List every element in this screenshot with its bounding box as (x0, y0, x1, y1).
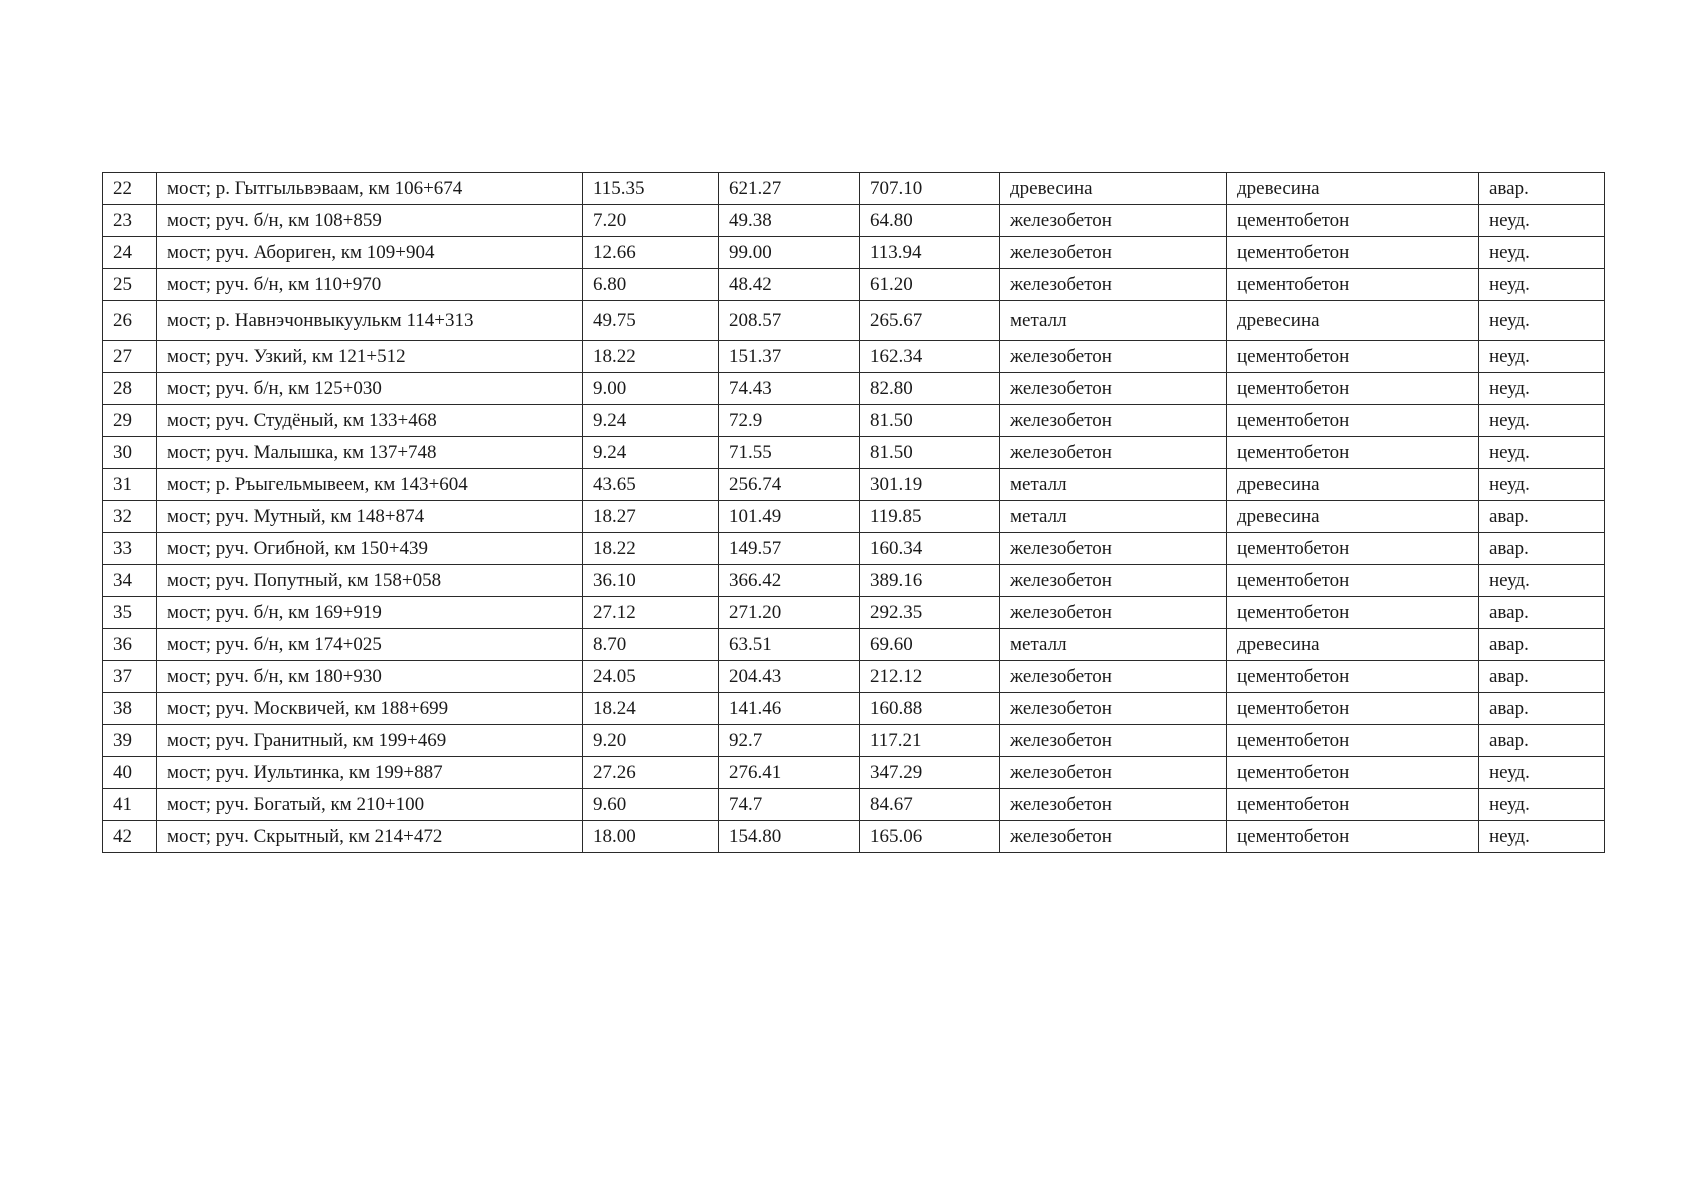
table-row (103, 373, 1605, 405)
deck-material-cell: цементобетон (1227, 757, 1479, 789)
deck-material-cell: цементобетон (1227, 341, 1479, 373)
condition-cell: неуд. (1479, 341, 1605, 373)
condition-cell: неуд. (1479, 205, 1605, 237)
row-number-cell: 36 (103, 629, 157, 661)
row-number-cell: 42 (103, 821, 157, 853)
table-row (103, 469, 1605, 501)
row-number-cell: 35 (103, 597, 157, 629)
value-2-cell: 208.57 (719, 301, 860, 341)
span-material-cell: железобетон (1000, 405, 1227, 437)
value-2-cell: 256.74 (719, 469, 860, 501)
value-3-cell: 84.67 (860, 789, 1000, 821)
span-material-cell: железобетон (1000, 597, 1227, 629)
table-row (103, 205, 1605, 237)
condition-cell: авар. (1479, 725, 1605, 757)
table-row (103, 821, 1605, 853)
deck-material-cell: цементобетон (1227, 693, 1479, 725)
structure-name-cell: мост; р. Навнэчонвыкуулькм 114+313 (157, 301, 583, 341)
condition-cell: авар. (1479, 501, 1605, 533)
value-1-cell: 6.80 (583, 269, 719, 301)
deck-material-cell: древесина (1227, 301, 1479, 341)
condition-cell: авар. (1479, 629, 1605, 661)
value-1-cell: 18.24 (583, 693, 719, 725)
value-3-cell: 64.80 (860, 205, 1000, 237)
value-3-cell: 162.34 (860, 341, 1000, 373)
value-2-cell: 74.7 (719, 789, 860, 821)
table-row (103, 533, 1605, 565)
deck-material-cell: цементобетон (1227, 821, 1479, 853)
value-3-cell: 160.34 (860, 533, 1000, 565)
deck-material-cell: цементобетон (1227, 437, 1479, 469)
row-number-cell: 25 (103, 269, 157, 301)
value-2-cell: 271.20 (719, 597, 860, 629)
value-3-cell: 81.50 (860, 405, 1000, 437)
structure-name-cell: мост; руч. Попутный, км 158+058 (157, 565, 583, 597)
deck-material-cell: древесина (1227, 173, 1479, 205)
condition-cell: неуд. (1479, 301, 1605, 341)
deck-material-cell: цементобетон (1227, 661, 1479, 693)
structure-name-cell: мост; руч. б/н, км 169+919 (157, 597, 583, 629)
value-2-cell: 49.38 (719, 205, 860, 237)
span-material-cell: железобетон (1000, 789, 1227, 821)
value-3-cell: 347.29 (860, 757, 1000, 789)
span-material-cell: металл (1000, 469, 1227, 501)
value-1-cell: 27.12 (583, 597, 719, 629)
row-number-cell: 33 (103, 533, 157, 565)
value-3-cell: 113.94 (860, 237, 1000, 269)
value-1-cell: 49.75 (583, 301, 719, 341)
value-1-cell: 9.24 (583, 437, 719, 469)
value-3-cell: 212.12 (860, 661, 1000, 693)
row-number-cell: 22 (103, 173, 157, 205)
span-material-cell: железобетон (1000, 437, 1227, 469)
value-3-cell: 389.16 (860, 565, 1000, 597)
structure-name-cell: мост; руч. Гранитный, км 199+469 (157, 725, 583, 757)
table-row (103, 237, 1605, 269)
value-2-cell: 141.46 (719, 693, 860, 725)
row-number-cell: 37 (103, 661, 157, 693)
span-material-cell: железобетон (1000, 269, 1227, 301)
value-3-cell: 292.35 (860, 597, 1000, 629)
row-number-cell: 40 (103, 757, 157, 789)
value-1-cell: 18.22 (583, 341, 719, 373)
value-2-cell: 92.7 (719, 725, 860, 757)
structure-name-cell: мост; руч. Малышка, км 137+748 (157, 437, 583, 469)
span-material-cell: железобетон (1000, 237, 1227, 269)
condition-cell: неуд. (1479, 821, 1605, 853)
value-1-cell: 9.60 (583, 789, 719, 821)
value-2-cell: 71.55 (719, 437, 860, 469)
condition-cell: авар. (1479, 693, 1605, 725)
table-row (103, 565, 1605, 597)
structure-name-cell: мост; руч. Богатый, км 210+100 (157, 789, 583, 821)
structure-name-cell: мост; руч. Иультинка, км 199+887 (157, 757, 583, 789)
value-2-cell: 72.9 (719, 405, 860, 437)
structure-name-cell: мост; руч. Студёный, км 133+468 (157, 405, 583, 437)
row-number-cell: 23 (103, 205, 157, 237)
value-2-cell: 48.42 (719, 269, 860, 301)
value-3-cell: 69.60 (860, 629, 1000, 661)
row-number-cell: 24 (103, 237, 157, 269)
row-number-cell: 34 (103, 565, 157, 597)
deck-material-cell: цементобетон (1227, 237, 1479, 269)
value-2-cell: 204.43 (719, 661, 860, 693)
value-1-cell: 115.35 (583, 173, 719, 205)
condition-cell: неуд. (1479, 237, 1605, 269)
table-row (103, 269, 1605, 301)
condition-cell: неуд. (1479, 405, 1605, 437)
table-row (103, 597, 1605, 629)
deck-material-cell: древесина (1227, 469, 1479, 501)
structure-name-cell: мост; руч. б/н, км 125+030 (157, 373, 583, 405)
deck-material-cell: цементобетон (1227, 725, 1479, 757)
structure-name-cell: мост; руч. Абориген, км 109+904 (157, 237, 583, 269)
value-2-cell: 149.57 (719, 533, 860, 565)
value-3-cell: 265.67 (860, 301, 1000, 341)
table-row (103, 437, 1605, 469)
value-1-cell: 8.70 (583, 629, 719, 661)
deck-material-cell: цементобетон (1227, 597, 1479, 629)
value-1-cell: 9.00 (583, 373, 719, 405)
value-3-cell: 301.19 (860, 469, 1000, 501)
deck-material-cell: древесина (1227, 501, 1479, 533)
condition-cell: авар. (1479, 533, 1605, 565)
row-number-cell: 31 (103, 469, 157, 501)
table-row (103, 661, 1605, 693)
span-material-cell: железобетон (1000, 693, 1227, 725)
structure-name-cell: мост; руч. Москвичей, км 188+699 (157, 693, 583, 725)
row-number-cell: 39 (103, 725, 157, 757)
span-material-cell: металл (1000, 501, 1227, 533)
row-number-cell: 41 (103, 789, 157, 821)
span-material-cell: железобетон (1000, 533, 1227, 565)
table-body (103, 173, 1605, 853)
row-number-cell: 27 (103, 341, 157, 373)
structure-name-cell: мост; руч. б/н, км 108+859 (157, 205, 583, 237)
span-material-cell: железобетон (1000, 205, 1227, 237)
row-number-cell: 32 (103, 501, 157, 533)
table-row (103, 501, 1605, 533)
row-number-cell: 28 (103, 373, 157, 405)
value-1-cell: 9.20 (583, 725, 719, 757)
condition-cell: неуд. (1479, 789, 1605, 821)
span-material-cell: металл (1000, 629, 1227, 661)
value-1-cell: 18.22 (583, 533, 719, 565)
span-material-cell: металл (1000, 301, 1227, 341)
value-1-cell: 27.26 (583, 757, 719, 789)
value-2-cell: 74.43 (719, 373, 860, 405)
table-row (103, 341, 1605, 373)
value-1-cell: 7.20 (583, 205, 719, 237)
structure-name-cell: мост; руч. Огибной, км 150+439 (157, 533, 583, 565)
span-material-cell: железобетон (1000, 661, 1227, 693)
condition-cell: неуд. (1479, 757, 1605, 789)
structure-name-cell: мост; руч. Скрытный, км 214+472 (157, 821, 583, 853)
table-row (103, 789, 1605, 821)
value-3-cell: 707.10 (860, 173, 1000, 205)
value-3-cell: 119.85 (860, 501, 1000, 533)
value-1-cell: 24.05 (583, 661, 719, 693)
span-material-cell: древесина (1000, 173, 1227, 205)
span-material-cell: железобетон (1000, 725, 1227, 757)
structure-name-cell: мост; р. Гытгыльвэваам, км 106+674 (157, 173, 583, 205)
bridge-registry-table (102, 172, 1605, 853)
deck-material-cell: цементобетон (1227, 269, 1479, 301)
condition-cell: авар. (1479, 597, 1605, 629)
value-2-cell: 63.51 (719, 629, 860, 661)
structure-name-cell: мост; р. Ръыгельмывеем, км 143+604 (157, 469, 583, 501)
value-2-cell: 101.49 (719, 501, 860, 533)
value-1-cell: 9.24 (583, 405, 719, 437)
row-number-cell: 29 (103, 405, 157, 437)
table-row (103, 405, 1605, 437)
value-2-cell: 99.00 (719, 237, 860, 269)
table-row (103, 629, 1605, 661)
deck-material-cell: цементобетон (1227, 789, 1479, 821)
table-row (103, 725, 1605, 757)
value-1-cell: 36.10 (583, 565, 719, 597)
deck-material-cell: цементобетон (1227, 405, 1479, 437)
row-number-cell: 30 (103, 437, 157, 469)
value-2-cell: 621.27 (719, 173, 860, 205)
value-3-cell: 117.21 (860, 725, 1000, 757)
value-1-cell: 43.65 (583, 469, 719, 501)
value-2-cell: 154.80 (719, 821, 860, 853)
span-material-cell: железобетон (1000, 757, 1227, 789)
table-row (103, 301, 1605, 341)
table-row (103, 757, 1605, 789)
value-3-cell: 81.50 (860, 437, 1000, 469)
structure-name-cell: мост; руч. б/н, км 180+930 (157, 661, 583, 693)
row-number-cell: 38 (103, 693, 157, 725)
table-row (103, 693, 1605, 725)
structure-name-cell: мост; руч. Мутный, км 148+874 (157, 501, 583, 533)
condition-cell: неуд. (1479, 565, 1605, 597)
value-3-cell: 61.20 (860, 269, 1000, 301)
condition-cell: неуд. (1479, 469, 1605, 501)
value-1-cell: 18.00 (583, 821, 719, 853)
table-row (103, 173, 1605, 205)
span-material-cell: железобетон (1000, 821, 1227, 853)
value-3-cell: 160.88 (860, 693, 1000, 725)
value-3-cell: 82.80 (860, 373, 1000, 405)
span-material-cell: железобетон (1000, 373, 1227, 405)
value-2-cell: 151.37 (719, 341, 860, 373)
structure-name-cell: мост; руч. б/н, км 110+970 (157, 269, 583, 301)
value-3-cell: 165.06 (860, 821, 1000, 853)
condition-cell: неуд. (1479, 269, 1605, 301)
condition-cell: авар. (1479, 173, 1605, 205)
row-number-cell: 26 (103, 301, 157, 341)
deck-material-cell: цементобетон (1227, 205, 1479, 237)
deck-material-cell: цементобетон (1227, 533, 1479, 565)
value-1-cell: 12.66 (583, 237, 719, 269)
value-2-cell: 366.42 (719, 565, 860, 597)
value-2-cell: 276.41 (719, 757, 860, 789)
condition-cell: неуд. (1479, 373, 1605, 405)
structure-name-cell: мост; руч. б/н, км 174+025 (157, 629, 583, 661)
deck-material-cell: цементобетон (1227, 373, 1479, 405)
value-1-cell: 18.27 (583, 501, 719, 533)
structure-name-cell: мост; руч. Узкий, км 121+512 (157, 341, 583, 373)
deck-material-cell: древесина (1227, 629, 1479, 661)
span-material-cell: железобетон (1000, 341, 1227, 373)
span-material-cell: железобетон (1000, 565, 1227, 597)
condition-cell: неуд. (1479, 437, 1605, 469)
condition-cell: авар. (1479, 661, 1605, 693)
deck-material-cell: цементобетон (1227, 565, 1479, 597)
